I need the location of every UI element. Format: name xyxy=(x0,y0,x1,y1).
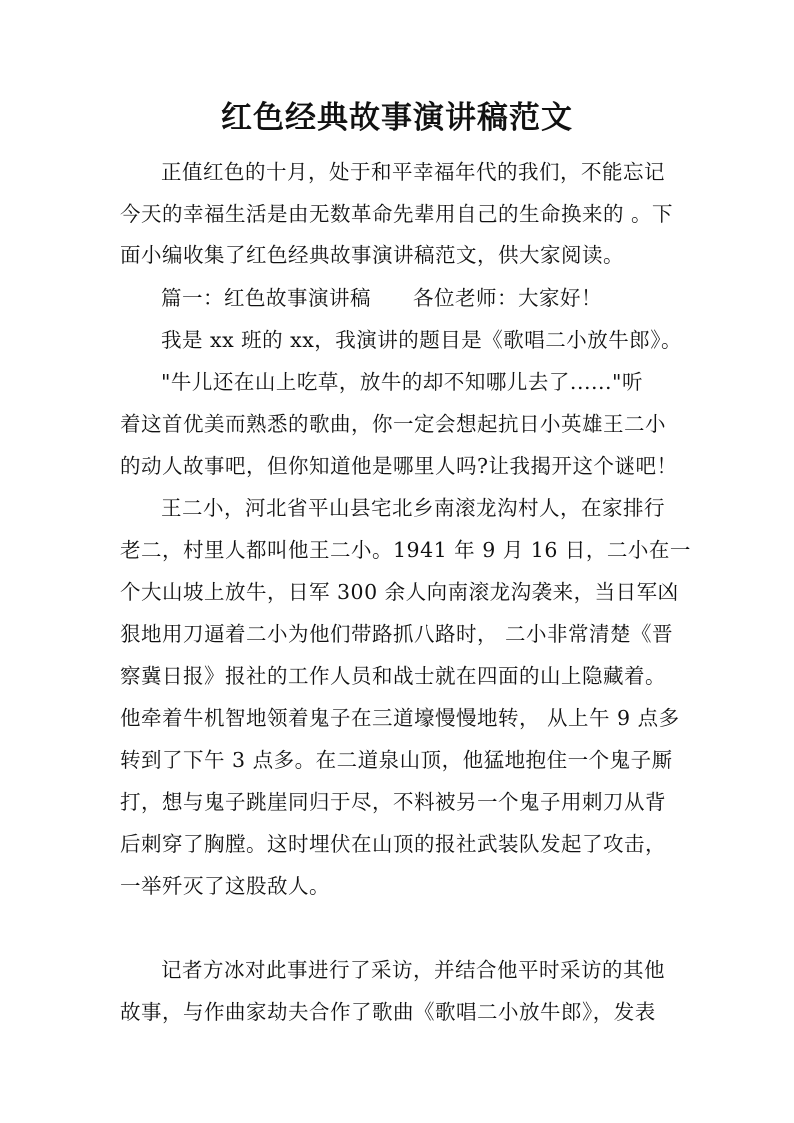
text-line: 他牵着牛机智地领着鬼子在三道壕慢慢地转， 从上午 9 点多 xyxy=(120,706,680,730)
text-line: 着这首优美而熟悉的歌曲，你一定会想起抗日小英雄王二小 xyxy=(120,412,666,436)
text-line: 王二小，河北省平山县宅北乡南滚龙沟村人，在家排行 xyxy=(161,496,665,520)
text-line: 我是 xx 班的 xx，我演讲的题目是《歌唱二小放牛郎》。 xyxy=(161,328,683,352)
text-line: 察冀日报》报社的工作人员和战士就在四面的山上隐藏着。 xyxy=(120,664,666,688)
greeting: 各位老师：大家好！ xyxy=(413,286,602,310)
text-line: 狠地用刀逼着二小为他们带路抓八路时， 二小非常清楚《晋 xyxy=(120,622,674,646)
text-line: 个大山坡上放牛，日军 300 余人向南滚龙沟袭来，当日军凶 xyxy=(120,580,679,604)
document-title: 红色经典故事演讲稿范文 xyxy=(221,100,573,136)
text-line: 打，想与鬼子跳崖同归于尽，不料被另一个鬼子用刺刀从背 xyxy=(120,790,666,814)
text-line: 今天的幸福生活是由无数革命先辈用自己的生命换来的 。下 xyxy=(120,202,674,226)
text-line: "牛儿还在山上吃草，放牛的却不知哪儿去了......"听 xyxy=(161,370,643,394)
text-line: 的动人故事吧，但你知道他是哪里人吗?让我揭开这个谜吧！ xyxy=(120,454,678,478)
section-heading: 篇一：红色故事演讲稿 xyxy=(161,286,371,310)
text-line: 一举歼灭了这股敌人。 xyxy=(120,874,330,898)
text-line: 记者方冰对此事进行了采访，并结合他平时采访的其他 xyxy=(161,958,665,982)
text-line: 后刺穿了胸膛。这时埋伏在山顶的报社武装队发起了攻击， xyxy=(120,832,666,856)
text-line: 老二，村里人都叫他王二小。1941 年 9 月 16 日，二小在一 xyxy=(120,538,691,562)
section-heading-line xyxy=(161,284,602,312)
text-line: 故事，与作曲家劫夫合作了歌曲《歌唱二小放牛郎》，发表 xyxy=(120,1000,656,1024)
text-line: 转到了下午 3 点多。在二道泉山顶，他猛地抱住一个鬼子厮 xyxy=(120,748,673,772)
text-line: 正值红色的十月，处于和平幸福年代的我们，不能忘记 xyxy=(161,160,665,184)
text-line: 面小编收集了红色经典故事演讲稿范文，供大家阅读。 xyxy=(120,243,624,267)
